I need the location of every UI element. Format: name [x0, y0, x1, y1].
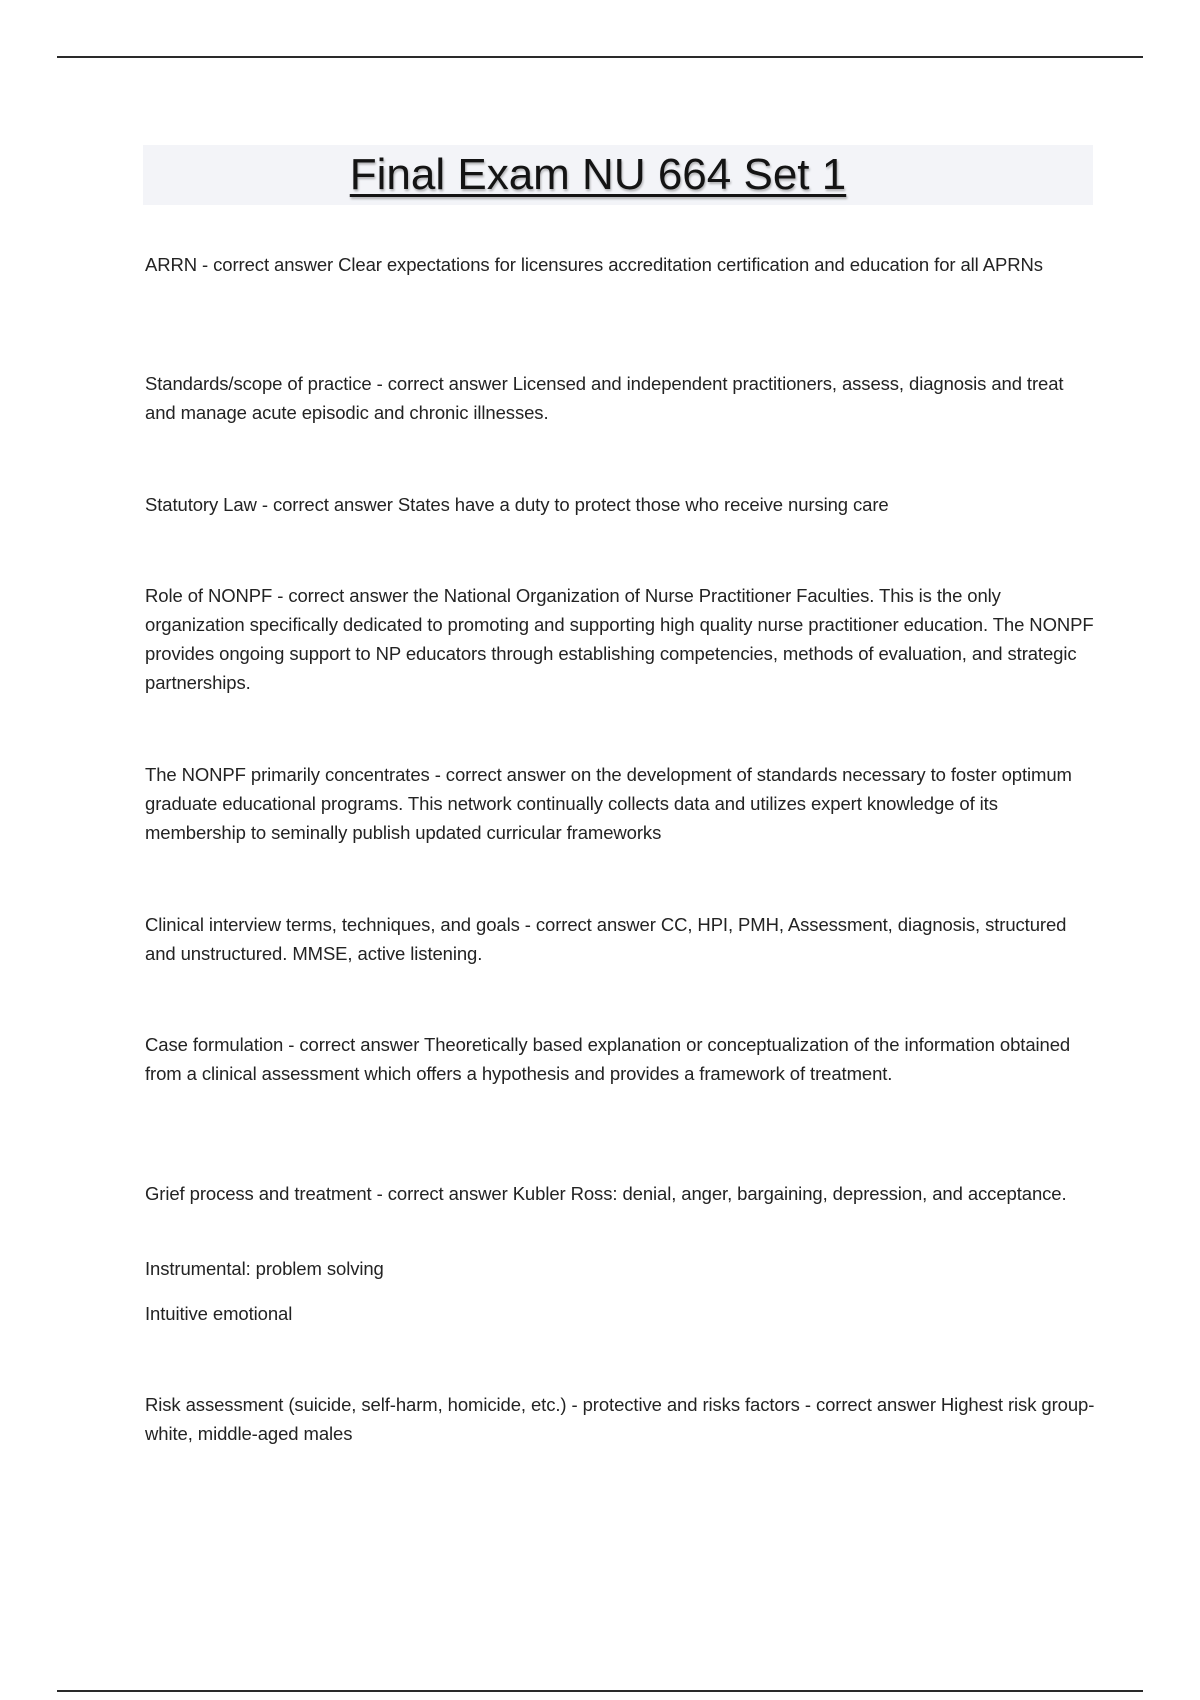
entry-standards-scope: Standards/scope of practice - correct answer Licensed and independent practitioners, assess, diagnosis and treat and manage acute episodic and chronic illnesses.	[145, 373, 1064, 423]
entry-statutory-law: Statutory Law - correct answer States have a duty to protect those who receive nursing care	[145, 494, 889, 515]
entry-arrn: ARRN - correct answer Clear expectations for licensures accreditation certification and education for all APRNs	[145, 254, 1043, 275]
entry-clinical-interview: Clinical interview terms, techniques, and goals - correct answer CC, HPI, PMH, Assessment, diagnosis, structured and unstructured. MMSE, active listening.	[145, 914, 1067, 964]
entry-role-of-nonpf: Role of NONPF - correct answer the National Organization of Nurse Practitioner Faculties. This is the only organization specifically dedicated to promoting and supporting high quality nurse practitioner education. The NONPF provides ongoing support to NP educators through establishing competencies, methods of evaluation, and strategic partnerships.	[145, 585, 1094, 693]
entry-instrumental: Instrumental: problem solving	[145, 1258, 384, 1279]
bottom-rule	[57, 1690, 1143, 1692]
entry-case-formulation: Case formulation - correct answer Theoretically based explanation or conceptualization of the information obtained from a clinical assessment which offers a hypothesis and provides a framework of treatment.	[145, 1034, 1071, 1084]
top-rule	[57, 56, 1143, 58]
page-title: Final Exam NU 664 Set 1	[349, 150, 847, 199]
entry-grief-process: Grief process and treatment - correct answer Kubler Ross: denial, anger, bargaining, depression, and acceptance.	[145, 1183, 1067, 1204]
entry-nonpf-concentrates: The NONPF primarily concentrates - correct answer on the development of standards necessary to foster optimum graduate educational programs. This network continually collects data and utilizes expert knowledge of its membership to seminally publish updated curricular frameworks	[145, 764, 1072, 843]
entry-intuitive-emotional: Intuitive emotional	[145, 1303, 293, 1324]
title-band	[143, 145, 1093, 205]
entry-risk-assessment: Risk assessment (suicide, self-harm, homicide, etc.) - protective and risks factors - correct answer Highest risk group- white, middle-aged males	[145, 1394, 1095, 1444]
